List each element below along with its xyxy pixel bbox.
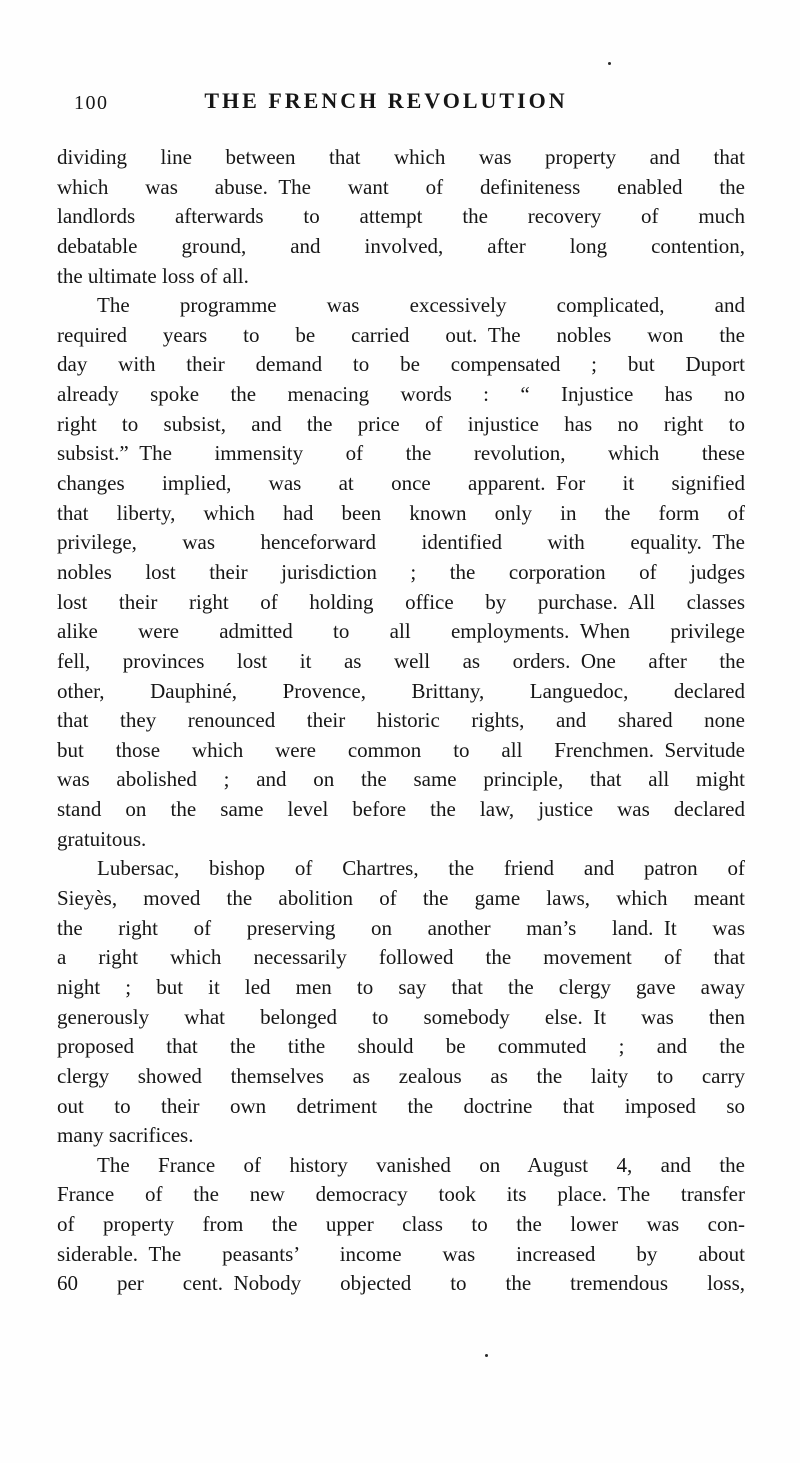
text-line: day with their demand to be compensated ; but Duport: [57, 352, 745, 377]
text-line: right to subsist, and the price of injustice has no right to: [57, 411, 745, 436]
text-line: privilege, was henceforward identified with equality. The: [57, 530, 745, 555]
text-line: a right which necessarily followed the movement of that: [57, 945, 745, 970]
text-line: 60 per cent. Nobody objected to the tremendous loss,: [57, 1271, 745, 1296]
text-line: the ultimate loss of all.: [57, 263, 249, 288]
text-line: already spoke the menacing words : “ Injustice has no: [57, 382, 745, 407]
text-line: France of the new democracy took its place. The transfer: [57, 1182, 745, 1207]
text-line: but those which were common to all Frenchmen. Servitude: [57, 737, 745, 762]
scan-speck: [485, 1354, 488, 1357]
text-line: which was abuse. The want of definiteness enabled the: [57, 174, 745, 199]
text-line: landlords afterwards to attempt the recovery of much: [57, 204, 745, 229]
text-line: that liberty, which had been known only in the form of: [57, 500, 745, 525]
text-line: that they renounced their historic rights, and shared none: [57, 708, 745, 733]
text-line: of property from the upper class to the lower was con-: [57, 1212, 745, 1237]
text-line: generously what belonged to somebody else. It was then: [57, 1004, 745, 1029]
text-line: lost their right of holding office by purchase. All classes: [57, 589, 745, 614]
text-line: stand on the same level before the law, justice was declared: [57, 797, 745, 822]
running-header: [57, 88, 745, 118]
text-line: the right of preserving on another man’s land. It was: [57, 915, 745, 940]
page-title: THE FRENCH REVOLUTION: [204, 88, 568, 113]
text-line: Sieyès, moved the abolition of the game laws, which meant: [57, 886, 745, 911]
text-line: nobles lost their jurisdiction ; the corporation of judges: [57, 559, 745, 584]
page-number: 100: [74, 92, 109, 114]
scan-speck: [608, 62, 611, 65]
text-line: was abolished ; and on the same principle, that all might: [57, 767, 745, 792]
text-line: required years to be carried out. The nobles won the: [57, 322, 745, 347]
text-line: night ; but it led men to say that the clergy gave away: [57, 974, 745, 999]
text-line: gratuitous.: [57, 826, 147, 851]
text-line: out to their own detriment the doctrine that imposed so: [57, 1093, 745, 1118]
text-line: The France of history vanished on August 4, and the: [97, 1152, 745, 1177]
text-line: siderable. The peasants’ income was increased by about: [57, 1241, 745, 1266]
text-line: proposed that the tithe should be commuted ; and the: [57, 1034, 745, 1059]
text-line: fell, provinces lost it as well as orders. One after the: [57, 648, 745, 673]
text-line: Lubersac, bishop of Chartres, the friend and patron of: [97, 856, 745, 881]
text-line: other, Dauphiné, Provence, Brittany, Languedoc, declared: [57, 678, 745, 703]
text-line: alike were admitted to all employments. When privilege: [57, 619, 745, 644]
text-line: The programme was excessively complicated, and: [97, 293, 745, 318]
text-line: debatable ground, and involved, after long contention,: [57, 233, 745, 258]
text-line: changes implied, was at once apparent. For it signified: [57, 471, 745, 496]
text-line: dividing line between that which was property and that: [57, 145, 745, 169]
text-line: clergy showed themselves as zealous as the laity to carry: [57, 1063, 745, 1088]
page-text: [57, 143, 745, 1299]
text-line: subsist.” The immensity of the revolution, which these: [57, 441, 745, 466]
text-line: many sacrifices.: [57, 1123, 194, 1148]
